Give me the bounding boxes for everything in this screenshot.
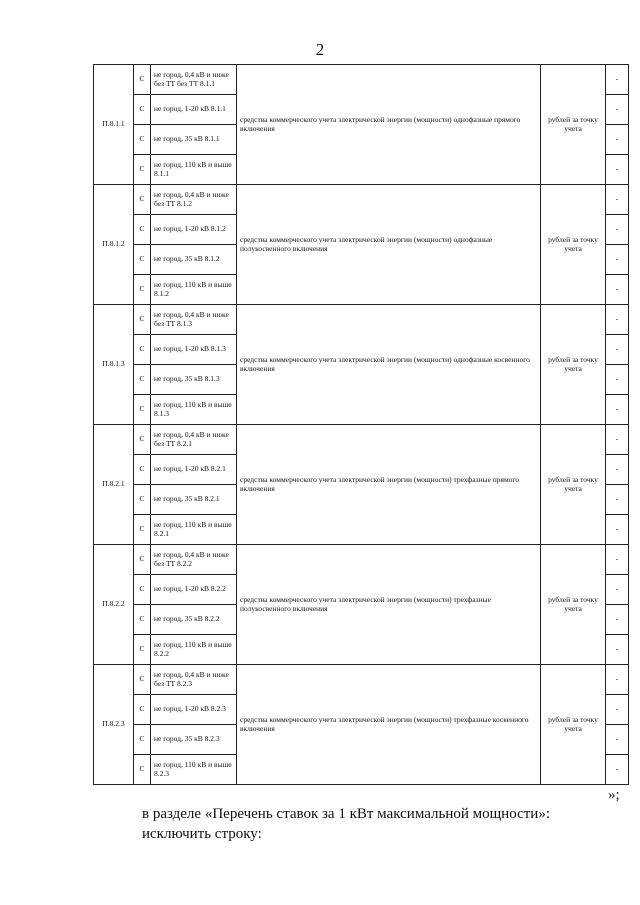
rate-value-cell: - xyxy=(606,665,629,695)
section-unit: рублей за точку учета xyxy=(541,425,606,545)
rate-value-cell: - xyxy=(606,755,629,785)
voltage-range-cell: не город, 110 кВ и выше 8.1.1 xyxy=(151,155,237,185)
category-letter: С xyxy=(134,485,151,515)
rate-value-cell: - xyxy=(606,515,629,545)
rate-value-cell: - xyxy=(606,575,629,605)
voltage-range-cell: не город, 0,4 кВ и ниже без ТТ 8.1.2 xyxy=(151,185,237,215)
closing-quote-mark: »; xyxy=(608,787,620,803)
rate-value-cell: - xyxy=(606,485,629,515)
rate-value-cell: - xyxy=(606,395,629,425)
category-letter: С xyxy=(134,575,151,605)
voltage-range-cell: не город, 0,4 кВ и ниже без ТТ 8.2.1 xyxy=(151,425,237,455)
category-letter: С xyxy=(134,125,151,155)
rate-value-cell: - xyxy=(606,275,629,305)
section-description: средства коммерческого учета электрической энергии (мощности) однофазные прямого включения xyxy=(237,65,541,185)
category-letter: С xyxy=(134,305,151,335)
paragraph-line-2: исключить строку: xyxy=(142,826,262,842)
section-code: П.8.1.2 xyxy=(94,185,134,305)
voltage-range-cell: не город, 110 кВ и выше 8.1.3 xyxy=(151,395,237,425)
voltage-range-cell: не город, 35 кВ 8.1.1 xyxy=(151,125,237,155)
section-code: П.8.2.3 xyxy=(94,665,134,785)
category-letter: С xyxy=(134,665,151,695)
tariff-table-body xyxy=(94,65,629,785)
category-letter: С xyxy=(134,185,151,215)
voltage-range-cell: не город, 1-20 кВ 8.1.1 xyxy=(151,95,237,125)
category-letter: С xyxy=(134,155,151,185)
category-letter: С xyxy=(134,545,151,575)
table-row xyxy=(94,185,629,215)
voltage-range-cell: не город, 110 кВ и выше 8.1.2 xyxy=(151,275,237,305)
section-code: П.8.1.3 xyxy=(94,305,134,425)
category-letter: С xyxy=(134,335,151,365)
category-letter: С xyxy=(134,215,151,245)
category-letter: С xyxy=(134,515,151,545)
rate-value-cell: - xyxy=(606,125,629,155)
section-unit: рублей за точку учета xyxy=(541,545,606,665)
category-letter: С xyxy=(134,605,151,635)
rate-value-cell: - xyxy=(606,695,629,725)
table-row xyxy=(94,545,629,575)
category-letter: С xyxy=(134,65,151,95)
rate-value-cell: - xyxy=(606,185,629,215)
section-unit: рублей за точку учета xyxy=(541,185,606,305)
section-code: П.8.2.2 xyxy=(94,545,134,665)
section-description: средства коммерческого учета электрической энергии (мощности) трехфазные прямого включения xyxy=(237,425,541,545)
category-letter: С xyxy=(134,95,151,125)
category-letter: С xyxy=(134,365,151,395)
rate-value-cell: - xyxy=(606,335,629,365)
category-letter: С xyxy=(134,755,151,785)
category-letter: С xyxy=(134,725,151,755)
voltage-range-cell: не город, 35 кВ 8.1.3 xyxy=(151,365,237,395)
table-row xyxy=(94,425,629,455)
voltage-range-cell: не город, 0,4 кВ и ниже без ТТ без ТТ 8.1.1 xyxy=(151,65,237,95)
table-row xyxy=(94,65,629,95)
tariff-table xyxy=(93,64,629,785)
section-description: средства коммерческого учета электрической энергии (мощности) однофазные полукосвенного включения xyxy=(237,185,541,305)
section-code: П.8.2.1 xyxy=(94,425,134,545)
voltage-range-cell: не город, 0,4 кВ и ниже без ТТ 8.1.3 xyxy=(151,305,237,335)
rate-value-cell: - xyxy=(606,635,629,665)
category-letter: С xyxy=(134,455,151,485)
rate-value-cell: - xyxy=(606,455,629,485)
rate-value-cell: - xyxy=(606,95,629,125)
voltage-range-cell: не город, 1-20 кВ 8.1.3 xyxy=(151,335,237,365)
rate-value-cell: - xyxy=(606,365,629,395)
voltage-range-cell: не город, 110 кВ и выше 8.2.2 xyxy=(151,635,237,665)
rate-value-cell: - xyxy=(606,725,629,755)
table-row xyxy=(94,665,629,695)
section-unit: рублей за точку учета xyxy=(541,65,606,185)
section-description: средства коммерческого учета электрической энергии (мощности) трехфазные косвенного включения xyxy=(237,665,541,785)
voltage-range-cell: не город, 0,4 кВ и ниже без ТТ 8.2.2 xyxy=(151,545,237,575)
section-description: средства коммерческого учета электрической энергии (мощности) трехфазные полукосвенного включения xyxy=(237,545,541,665)
voltage-range-cell: не город, 35 кВ 8.2.1 xyxy=(151,485,237,515)
rate-value-cell: - xyxy=(606,605,629,635)
rate-value-cell: - xyxy=(606,425,629,455)
category-letter: С xyxy=(134,695,151,725)
category-letter: С xyxy=(134,635,151,665)
category-letter: С xyxy=(134,275,151,305)
voltage-range-cell: не город, 1-20 кВ 8.2.3 xyxy=(151,695,237,725)
rate-value-cell: - xyxy=(606,215,629,245)
paragraph-line-1: в разделе «Перечень ставок за 1 кВт максимальной мощности»: xyxy=(142,806,550,822)
section-unit: рублей за точку учета xyxy=(541,305,606,425)
rate-value-cell: - xyxy=(606,155,629,185)
section-unit: рублей за точку учета xyxy=(541,665,606,785)
page-number: 2 xyxy=(315,40,325,59)
voltage-range-cell: не город, 35 кВ 8.1.2 xyxy=(151,245,237,275)
section-code: П.8.1.1 xyxy=(94,65,134,185)
rate-value-cell: - xyxy=(606,545,629,575)
voltage-range-cell: не город, 35 кВ 8.2.3 xyxy=(151,725,237,755)
voltage-range-cell: не город, 1-20 кВ 8.2.2 xyxy=(151,575,237,605)
voltage-range-cell: не город, 1-20 кВ 8.2.1 xyxy=(151,455,237,485)
voltage-range-cell: не город, 0,4 кВ и ниже без ТТ 8.2.3 xyxy=(151,665,237,695)
rate-value-cell: - xyxy=(606,65,629,95)
table-row xyxy=(94,305,629,335)
rate-value-cell: - xyxy=(606,305,629,335)
voltage-range-cell: не город, 110 кВ и выше 8.2.1 xyxy=(151,515,237,545)
voltage-range-cell: не город, 1-20 кВ 8.1.2 xyxy=(151,215,237,245)
category-letter: С xyxy=(134,395,151,425)
category-letter: С xyxy=(134,245,151,275)
voltage-range-cell: не город, 110 кВ и выше 8.2.3 xyxy=(151,755,237,785)
section-description: средства коммерческого учета электрической энергии (мощности) однофазные косвенного включения xyxy=(237,305,541,425)
rate-value-cell: - xyxy=(606,245,629,275)
category-letter: С xyxy=(134,425,151,455)
voltage-range-cell: не город, 35 кВ 8.2.2 xyxy=(151,605,237,635)
